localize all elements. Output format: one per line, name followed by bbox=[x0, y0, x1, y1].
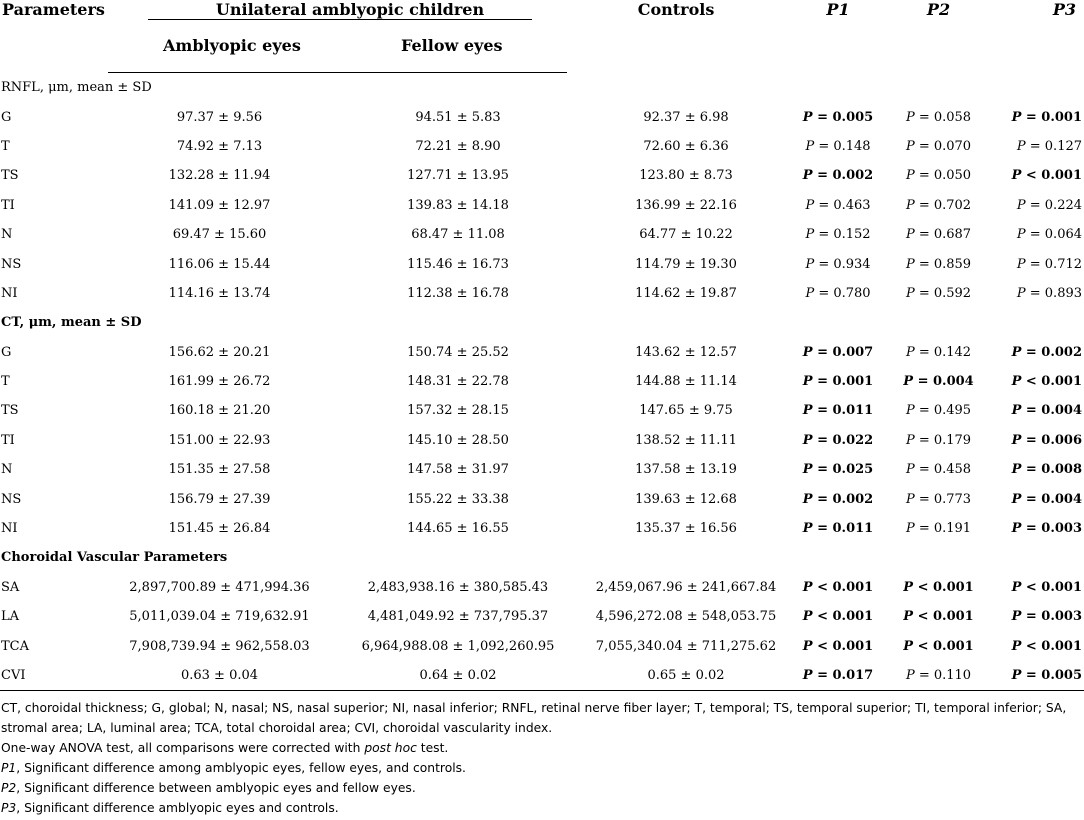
p-letter: P bbox=[903, 579, 914, 595]
fellow-value: 127.71 ± 13.95 bbox=[407, 168, 509, 184]
controls-value: 92.37 ± 6.98 bbox=[643, 109, 729, 125]
p-value-text: = 0.001 bbox=[1025, 109, 1083, 125]
p-letter: P bbox=[802, 432, 813, 448]
p-letter: P bbox=[905, 403, 915, 419]
p1-value bbox=[785, 426, 891, 455]
p-letter: P bbox=[802, 491, 813, 507]
p-letter: P bbox=[805, 197, 815, 213]
p-value-text: = 0.011 bbox=[817, 521, 874, 537]
controls-value: 139.63 ± 12.68 bbox=[635, 491, 737, 507]
section-header-row bbox=[0, 73, 1084, 103]
p-value-text: < 0.001 bbox=[1025, 638, 1083, 654]
amblyopic-value: 151.35 ± 27.58 bbox=[168, 462, 271, 478]
amblyopic-value: 151.45 ± 26.84 bbox=[168, 521, 271, 537]
p3-value bbox=[986, 249, 1084, 278]
p-value-text: = 0.224 bbox=[1029, 197, 1083, 213]
footnote-p1-label: P1 bbox=[1, 761, 17, 776]
p-value-text: = 0.127 bbox=[1029, 138, 1083, 154]
p1-value bbox=[785, 602, 891, 631]
p1-value bbox=[785, 338, 891, 367]
amblyopic-value: 114.16 ± 13.74 bbox=[168, 285, 271, 301]
p-letter: P bbox=[905, 462, 915, 478]
p-value-text: = 0.702 bbox=[918, 197, 972, 213]
header-amblyopic: Amblyopic eyes bbox=[108, 32, 349, 73]
amblyopic-value: 151.00 ± 22.93 bbox=[168, 432, 271, 448]
p-letter: P bbox=[905, 491, 915, 507]
p3-value bbox=[986, 132, 1084, 161]
fellow-value: 155.22 ± 33.38 bbox=[407, 491, 509, 507]
row-label: TS bbox=[1, 168, 19, 184]
p-letter: P bbox=[905, 138, 915, 154]
p-value-text: = 0.004 bbox=[1025, 491, 1083, 507]
fellow-value: 115.46 ± 16.73 bbox=[407, 256, 509, 272]
p-letter: P bbox=[905, 668, 915, 683]
section-header-row bbox=[0, 543, 1084, 572]
footnote-p3-text: , Significant difference amblyopic eyes and controls. bbox=[16, 801, 339, 816]
p2-value bbox=[891, 426, 986, 455]
p-letter: P bbox=[805, 138, 815, 154]
p-value-text: < 0.001 bbox=[817, 638, 874, 654]
p-letter: P bbox=[1011, 638, 1022, 654]
table-row bbox=[0, 161, 1084, 190]
table-row bbox=[0, 132, 1084, 161]
fellow-value: 6,964,988.08 ± 1,092,260.95 bbox=[361, 638, 555, 654]
p1-value bbox=[785, 514, 891, 543]
row-label: NI bbox=[1, 521, 18, 537]
p-value-text: = 0.893 bbox=[1029, 285, 1083, 301]
p-value-text: = 0.001 bbox=[817, 374, 874, 390]
controls-value: 0.65 ± 0.02 bbox=[567, 661, 785, 691]
p3-value bbox=[986, 455, 1084, 484]
p-value-text: < 0.001 bbox=[917, 579, 974, 595]
amblyopic-value: 97.37 ± 9.56 bbox=[176, 109, 263, 125]
p-letter: P bbox=[1011, 109, 1022, 125]
controls-value: 144.88 ± 11.14 bbox=[635, 374, 737, 390]
p2-value bbox=[891, 367, 986, 396]
table-row bbox=[0, 367, 1084, 396]
controls-value: 2,459,067.96 ± 241,667.84 bbox=[595, 579, 777, 595]
p-value-text: = 0.458 bbox=[918, 462, 972, 478]
table-row bbox=[0, 426, 1084, 455]
p2-value bbox=[891, 102, 986, 131]
fellow-value: 139.83 ± 14.18 bbox=[407, 197, 509, 213]
row-label: G bbox=[1, 344, 12, 360]
p-value-text: = 0.006 bbox=[1025, 432, 1083, 448]
p-letter: P bbox=[903, 638, 914, 654]
row-label: T bbox=[1, 138, 10, 154]
p-letter: P bbox=[802, 168, 813, 184]
controls-value: 135.37 ± 16.56 bbox=[635, 521, 737, 537]
p-value-text: = 0.773 bbox=[918, 491, 972, 507]
amblyopic-value: 161.99 ± 26.72 bbox=[168, 374, 271, 390]
p-letter: P bbox=[1016, 256, 1026, 272]
p-value-text: = 0.002 bbox=[1025, 344, 1083, 360]
p-value-text: = 0.004 bbox=[917, 374, 974, 390]
controls-value: 64.77 ± 10.22 bbox=[639, 227, 733, 243]
p1-value bbox=[785, 367, 891, 396]
fellow-value: 68.47 ± 11.08 bbox=[411, 227, 505, 243]
p-value-text: = 0.152 bbox=[818, 227, 871, 243]
p3-value bbox=[986, 338, 1084, 367]
p-letter: P bbox=[1016, 138, 1026, 154]
table-row bbox=[0, 338, 1084, 367]
p-letter: P bbox=[1011, 668, 1022, 683]
controls-value: 72.60 ± 6.36 bbox=[643, 138, 729, 154]
p-letter: P bbox=[905, 197, 915, 213]
p-letter: P bbox=[802, 521, 813, 537]
p2-value bbox=[891, 191, 986, 220]
amblyopic-value: 0.63 ± 0.04 bbox=[108, 661, 349, 691]
fellow-value: 145.10 ± 28.50 bbox=[407, 432, 509, 448]
header-parameters: Parameters bbox=[2, 0, 105, 19]
row-label: CVI bbox=[0, 661, 108, 691]
header-group bbox=[108, 0, 567, 32]
p-letter: P bbox=[802, 609, 813, 625]
p1-value bbox=[785, 161, 891, 190]
p-value-text: = 0.934 bbox=[818, 256, 871, 272]
footnote-p3 bbox=[1, 798, 1082, 818]
p-value-text: < 0.001 bbox=[1025, 579, 1083, 595]
row-label: NS bbox=[1, 256, 22, 272]
controls-value: 137.58 ± 13.19 bbox=[635, 462, 737, 478]
p1-value bbox=[785, 573, 891, 602]
table-row bbox=[0, 455, 1084, 484]
p-value-text: = 0.859 bbox=[918, 256, 972, 272]
row-label: NI bbox=[1, 285, 18, 301]
p-letter: P bbox=[802, 109, 813, 125]
p-value-text: = 0.025 bbox=[817, 462, 874, 478]
controls-value: 136.99 ± 22.16 bbox=[635, 197, 737, 213]
p-value-text: = 0.050 bbox=[918, 168, 972, 184]
table-row bbox=[0, 484, 1084, 513]
amblyopic-value: 5,011,039.04 ± 719,632.91 bbox=[129, 609, 310, 625]
table-row bbox=[0, 220, 1084, 249]
p-value-text: = 0.687 bbox=[918, 227, 972, 243]
p2-value bbox=[891, 249, 986, 278]
p3-value bbox=[986, 396, 1084, 425]
controls-value: 114.79 ± 19.30 bbox=[635, 256, 737, 272]
table-row bbox=[0, 249, 1084, 278]
p-letter: P bbox=[1016, 197, 1026, 213]
p3-value bbox=[986, 484, 1084, 513]
p-letter: P bbox=[802, 638, 813, 654]
p3-value bbox=[986, 573, 1084, 602]
p-value-text: = 0.191 bbox=[918, 521, 972, 537]
table-row bbox=[0, 514, 1084, 543]
p-letter: P bbox=[905, 256, 915, 272]
header-p3: P3 bbox=[1052, 0, 1077, 19]
p2-value bbox=[891, 338, 986, 367]
row-label: TI bbox=[1, 197, 15, 213]
header-fellow: Fellow eyes bbox=[349, 32, 567, 73]
row-label: N bbox=[1, 227, 13, 243]
p2-value bbox=[891, 484, 986, 513]
p-value-text: = 0.148 bbox=[818, 138, 871, 154]
amblyopic-value: 116.06 ± 15.44 bbox=[168, 256, 271, 272]
p-value-text: < 0.001 bbox=[1025, 374, 1083, 390]
amblyopic-value: 2,897,700.89 ± 471,994.36 bbox=[129, 579, 310, 595]
controls-value: 143.62 ± 12.57 bbox=[635, 344, 737, 360]
p2-value bbox=[891, 631, 986, 660]
p1-value bbox=[785, 249, 891, 278]
p-letter: P bbox=[802, 579, 813, 595]
section-title: Choroidal Vascular Parameters bbox=[1, 550, 228, 566]
p-value-text: = 0.003 bbox=[1025, 521, 1083, 537]
fellow-value: 148.31 ± 22.78 bbox=[407, 374, 509, 390]
p-value-text: < 0.001 bbox=[817, 609, 874, 625]
amblyopic-value: 156.79 ± 27.39 bbox=[168, 491, 271, 507]
p1-value bbox=[785, 132, 891, 161]
p3-value bbox=[986, 367, 1084, 396]
row-label: TI bbox=[1, 432, 15, 448]
p-value-text: = 0.495 bbox=[918, 403, 972, 419]
fellow-value: 150.74 ± 25.52 bbox=[407, 344, 509, 360]
row-label: LA bbox=[1, 609, 20, 625]
p-value-text: = 0.004 bbox=[1025, 403, 1083, 419]
p-value-text: = 0.712 bbox=[1029, 256, 1083, 272]
controls-value: 138.52 ± 11.11 bbox=[635, 432, 737, 448]
footnote-p3-label: P3 bbox=[1, 801, 17, 816]
p-letter: P bbox=[1011, 432, 1022, 448]
p-value-text: = 0.022 bbox=[817, 432, 874, 448]
p-letter: P bbox=[905, 521, 915, 537]
controls-value: 114.62 ± 19.87 bbox=[635, 285, 737, 301]
p-value-text: = 0.002 bbox=[817, 168, 874, 184]
p1-value bbox=[785, 220, 891, 249]
p-value-text: = 0.017 bbox=[817, 668, 874, 683]
header-p1: P1 bbox=[826, 0, 850, 19]
amblyopic-value: 69.47 ± 15.60 bbox=[172, 227, 267, 243]
p2-value bbox=[891, 396, 986, 425]
footnote-p2-text: , Significant difference between amblyopic eyes and fellow eyes. bbox=[16, 781, 416, 796]
p-value-text: = 0.463 bbox=[818, 197, 871, 213]
footnote-anova-text: One-way ANOVA test, all comparisons were corrected with bbox=[1, 741, 365, 756]
p1-value bbox=[785, 102, 891, 131]
header-controls: Controls bbox=[637, 0, 715, 19]
p-letter: P bbox=[1011, 403, 1022, 419]
p1-value bbox=[785, 396, 891, 425]
p-letter: P bbox=[905, 285, 915, 301]
p-value-text: = 0.007 bbox=[817, 344, 874, 360]
fellow-value: 144.65 ± 16.55 bbox=[407, 521, 509, 537]
table-row bbox=[0, 279, 1084, 308]
p-value-text: = 0.780 bbox=[818, 285, 871, 301]
controls-value: 4,596,272.08 ± 548,053.75 bbox=[595, 609, 777, 625]
p-value-text: = 0.003 bbox=[1025, 609, 1083, 625]
fellow-value: 4,481,049.92 ± 737,795.37 bbox=[367, 609, 549, 625]
p3-value bbox=[986, 102, 1084, 131]
footnote-p1 bbox=[1, 758, 1082, 778]
p1-value bbox=[785, 191, 891, 220]
amblyopic-value: 160.18 ± 21.20 bbox=[168, 403, 271, 419]
p1-value bbox=[785, 484, 891, 513]
fellow-value: 157.32 ± 28.15 bbox=[407, 403, 509, 419]
p3-value bbox=[986, 220, 1084, 249]
p2-value bbox=[891, 602, 986, 631]
table-row bbox=[0, 602, 1084, 631]
p-letter: P bbox=[802, 403, 813, 419]
p-value-text: = 0.011 bbox=[817, 403, 874, 419]
p3-value bbox=[986, 279, 1084, 308]
footnote-anova bbox=[1, 738, 1082, 758]
p1-value bbox=[785, 279, 891, 308]
amblyopic-value: 74.92 ± 7.13 bbox=[176, 138, 263, 154]
fellow-value: 112.38 ± 16.78 bbox=[407, 285, 509, 301]
table-row bbox=[0, 102, 1084, 131]
p-letter: P bbox=[1011, 609, 1022, 625]
p-letter: P bbox=[1016, 285, 1026, 301]
p-letter: P bbox=[1016, 227, 1026, 243]
p-value-text: = 0.179 bbox=[918, 432, 972, 448]
p3-value bbox=[986, 602, 1084, 631]
row-label: T bbox=[1, 374, 10, 390]
p-letter: P bbox=[905, 227, 915, 243]
section-title: RNFL, μm, mean ± SD bbox=[1, 80, 152, 96]
p2-value bbox=[891, 455, 986, 484]
p-value-text: < 0.001 bbox=[1025, 168, 1083, 184]
p-value-text: < 0.001 bbox=[917, 638, 974, 654]
p-letter: P bbox=[805, 285, 815, 301]
fellow-value: 72.21 ± 8.90 bbox=[415, 138, 501, 154]
p-letter: P bbox=[1011, 374, 1022, 390]
controls-value: 7,055,340.04 ± 711,275.62 bbox=[595, 638, 777, 654]
p-letter: P bbox=[903, 374, 914, 390]
footnote-p2-label: P2 bbox=[1, 781, 17, 796]
row-label: G bbox=[1, 109, 12, 125]
footnote-anova-end: test. bbox=[416, 741, 449, 756]
p-value-text: = 0.110 bbox=[918, 668, 972, 683]
p2-value bbox=[891, 161, 986, 190]
p-letter: P bbox=[802, 668, 813, 683]
p1-value bbox=[785, 455, 891, 484]
p-value-text: < 0.001 bbox=[817, 579, 874, 595]
p-letter: P bbox=[1011, 521, 1022, 537]
p-letter: P bbox=[905, 168, 915, 184]
amblyopic-value: 7,908,739.94 ± 962,558.03 bbox=[129, 638, 310, 654]
p3-value bbox=[986, 631, 1084, 660]
p-letter: P bbox=[805, 256, 815, 272]
controls-value: 123.80 ± 8.73 bbox=[639, 168, 733, 184]
p-value-text: = 0.005 bbox=[817, 109, 874, 125]
p-letter: P bbox=[1011, 491, 1022, 507]
p-value-text: = 0.002 bbox=[817, 491, 874, 507]
p3-value bbox=[986, 514, 1084, 543]
row-label: TCA bbox=[1, 638, 30, 654]
p-letter: P bbox=[905, 344, 915, 360]
p-value-text: = 0.142 bbox=[918, 344, 972, 360]
p2-value bbox=[891, 661, 986, 691]
p2-value bbox=[891, 220, 986, 249]
footnote-anova-italic: post hoc bbox=[364, 741, 417, 756]
footnotes bbox=[0, 691, 1084, 818]
table-body bbox=[0, 73, 1084, 691]
amblyopic-value: 156.62 ± 20.21 bbox=[168, 344, 271, 360]
section-header-row bbox=[0, 308, 1084, 337]
p-value-text: = 0.592 bbox=[918, 285, 972, 301]
p-letter: P bbox=[1011, 168, 1022, 184]
amblyopic-value: 141.09 ± 12.97 bbox=[168, 197, 271, 213]
table-row bbox=[0, 661, 1084, 691]
p1-value bbox=[785, 661, 891, 691]
p-letter: P bbox=[802, 374, 813, 390]
row-label: SA bbox=[1, 579, 20, 595]
p-letter: P bbox=[802, 344, 813, 360]
p-value-text: = 0.058 bbox=[918, 109, 972, 125]
p2-value bbox=[891, 132, 986, 161]
p-letter: P bbox=[1011, 462, 1022, 478]
p-letter: P bbox=[802, 462, 813, 478]
p3-value bbox=[986, 661, 1084, 691]
table-row bbox=[0, 573, 1084, 602]
p2-value bbox=[891, 573, 986, 602]
row-label: N bbox=[1, 462, 13, 478]
p1-value bbox=[785, 631, 891, 660]
p3-value bbox=[986, 161, 1084, 190]
table-row bbox=[0, 396, 1084, 425]
footnote-abbreviations: CT, choroidal thickness; G, global; N, nasal; NS, nasal superior; NI, nasal inferior; RNFL, retinal nerve fiber layer; T, temporal; TS, temporal superior; TI, temporal inferior; SA, stromal area; LA, luminal area; TCA, total choroidal area; CVI, choroidal vascularity index. bbox=[1, 701, 1067, 736]
footnote-p2 bbox=[1, 778, 1082, 798]
footnote-p1-text: , Significant difference among amblyopic eyes, fellow eyes, and controls. bbox=[16, 761, 466, 776]
header-group-label: Unilateral amblyopic children bbox=[148, 0, 532, 20]
fellow-value: 147.58 ± 31.97 bbox=[407, 462, 509, 478]
p2-value bbox=[891, 514, 986, 543]
p-letter: P bbox=[1011, 579, 1022, 595]
p-letter: P bbox=[1011, 344, 1022, 360]
fellow-value: 2,483,938.16 ± 380,585.43 bbox=[367, 579, 549, 595]
header-p2: P2 bbox=[926, 0, 951, 19]
section-title: CT, μm, mean ± SD bbox=[1, 315, 142, 331]
p-letter: P bbox=[903, 609, 914, 625]
controls-value: 147.65 ± 9.75 bbox=[639, 403, 733, 419]
row-label: NS bbox=[1, 491, 22, 507]
fellow-value: 94.51 ± 5.83 bbox=[415, 109, 501, 125]
p-value-text: = 0.064 bbox=[1029, 227, 1083, 243]
p-letter: P bbox=[805, 227, 815, 243]
fellow-value: 0.64 ± 0.02 bbox=[349, 661, 567, 691]
p-value-text: < 0.001 bbox=[917, 609, 974, 625]
amblyopic-value: 132.28 ± 11.94 bbox=[168, 168, 271, 184]
p-letter: P bbox=[905, 432, 915, 448]
table-row bbox=[0, 191, 1084, 220]
row-label: TS bbox=[1, 403, 19, 419]
p-value-text: = 0.070 bbox=[918, 138, 972, 154]
table-row bbox=[0, 631, 1084, 660]
p-letter: P bbox=[905, 109, 915, 125]
p-value-text: = 0.008 bbox=[1025, 462, 1083, 478]
p3-value bbox=[986, 426, 1084, 455]
p-value-text: = 0.005 bbox=[1025, 668, 1083, 683]
p2-value bbox=[891, 279, 986, 308]
p3-value bbox=[986, 191, 1084, 220]
